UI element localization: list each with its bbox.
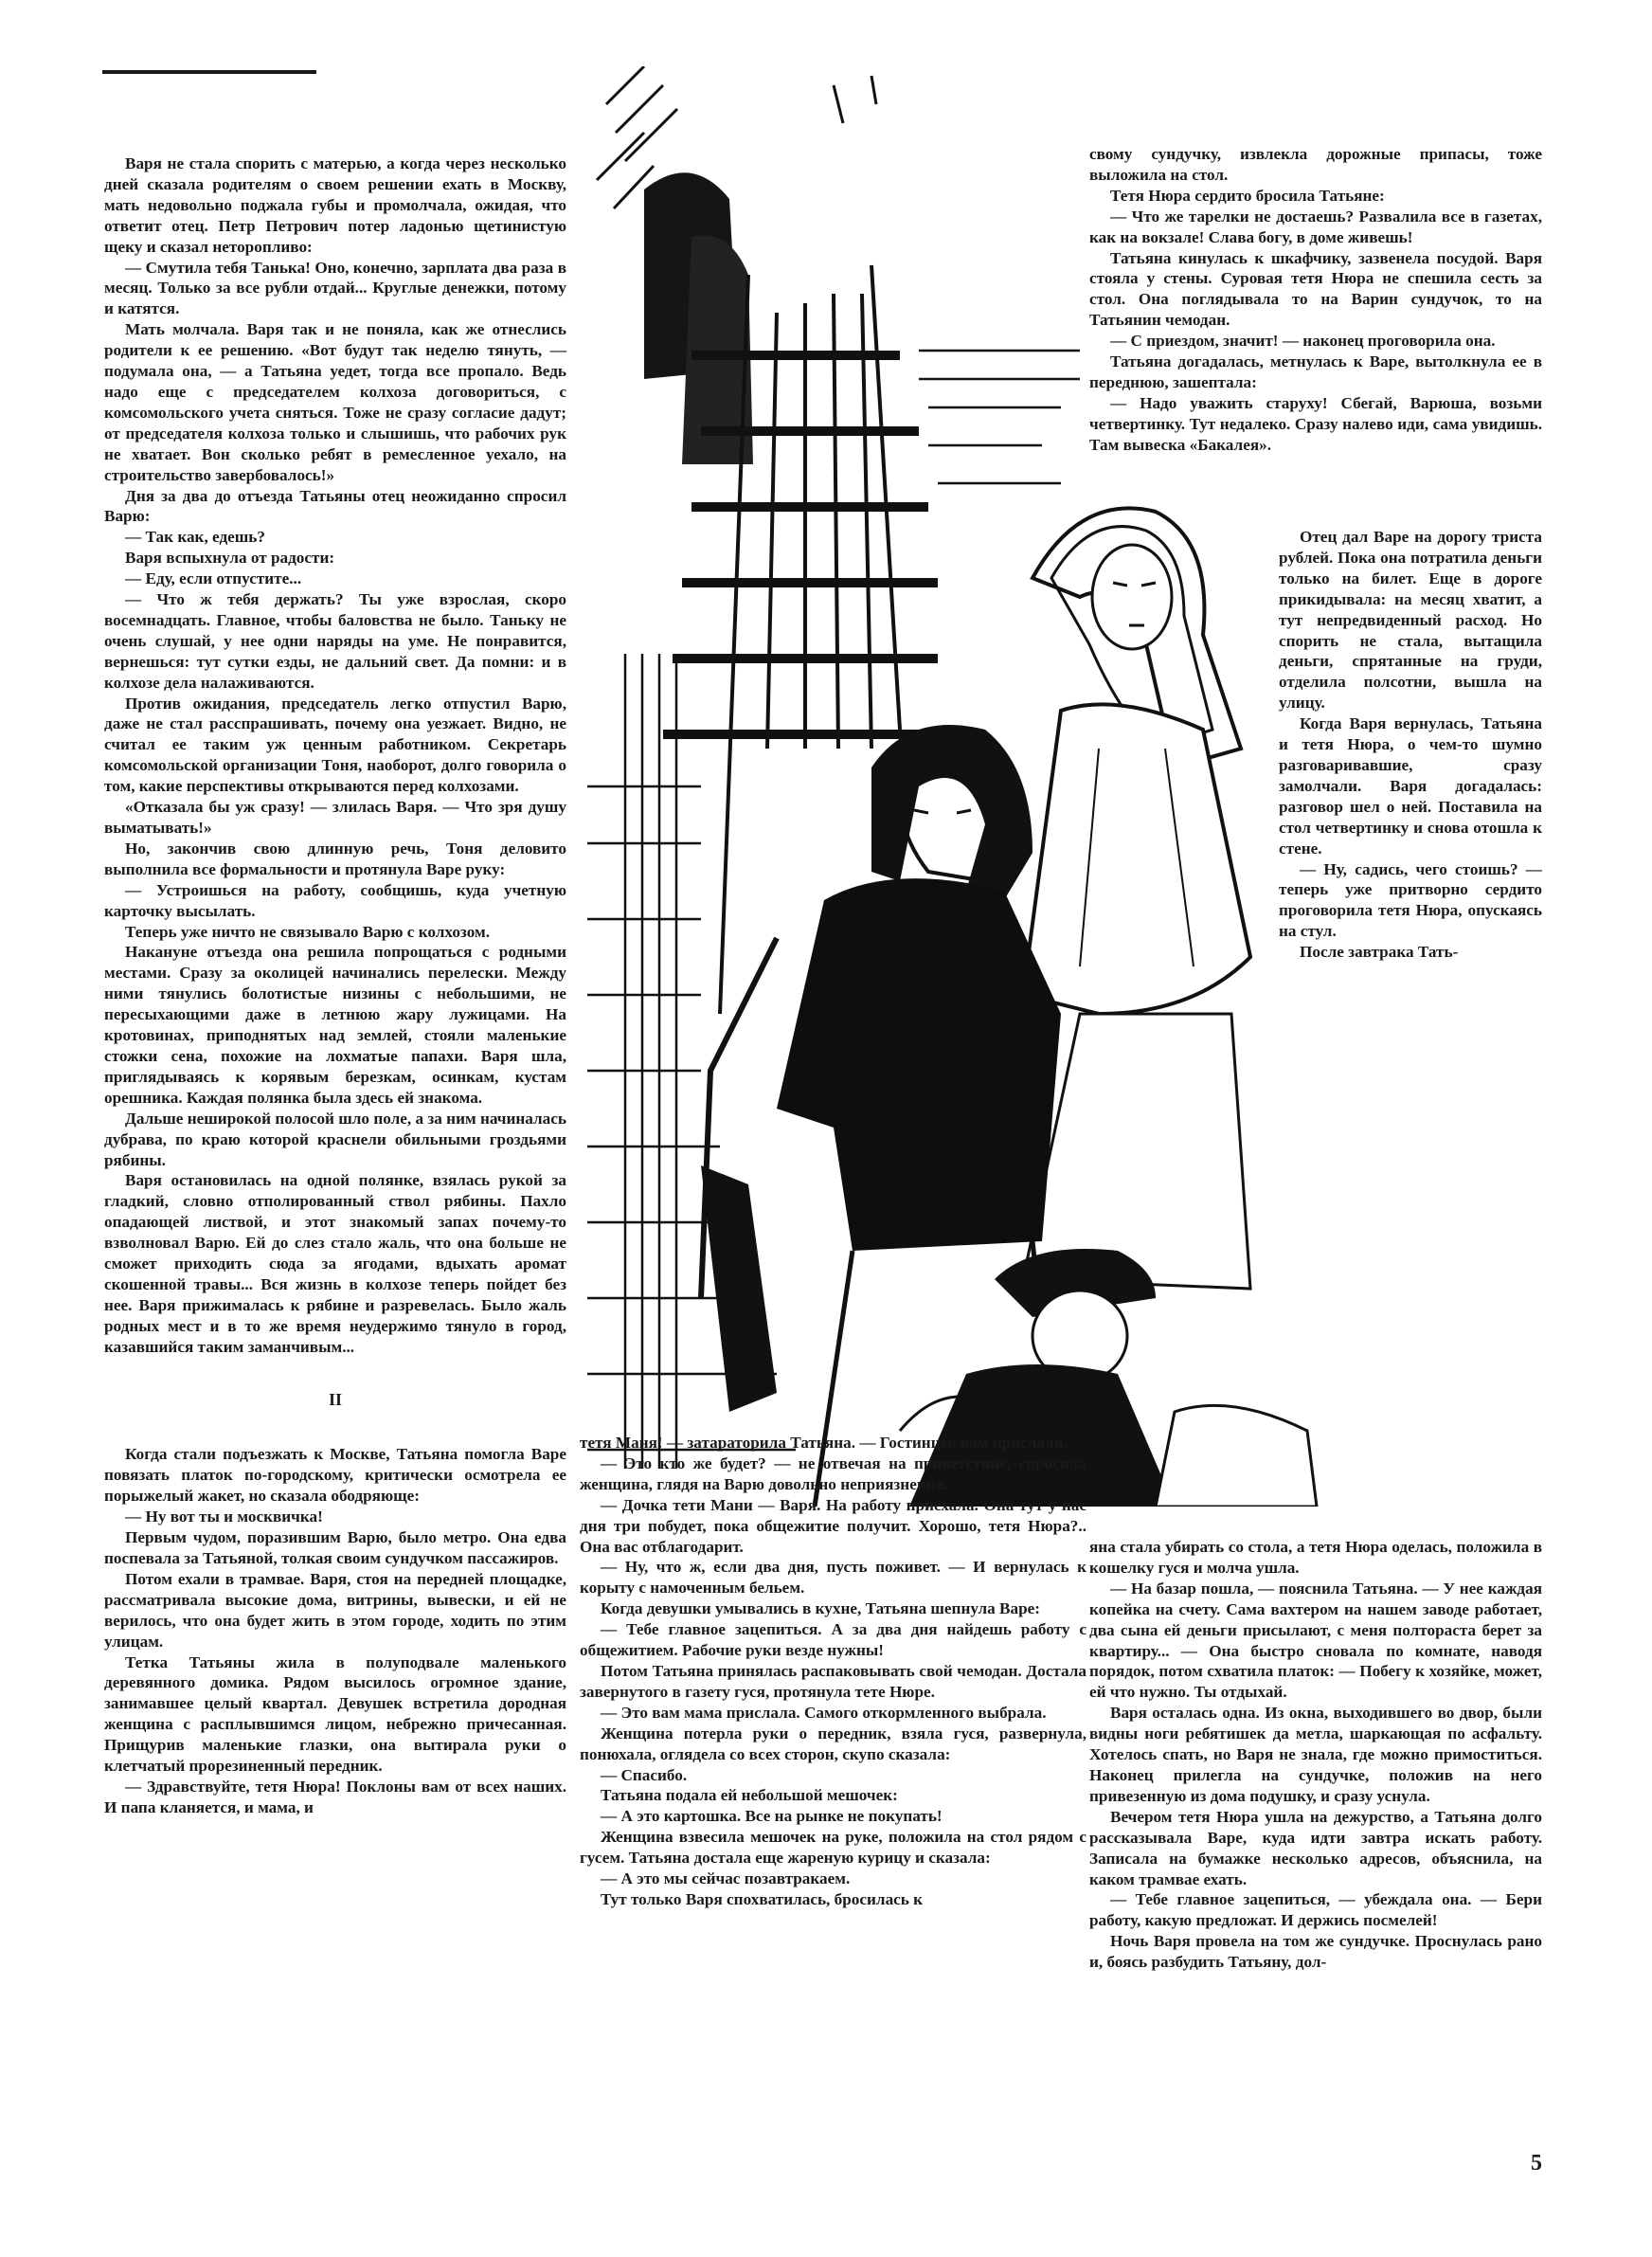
paragraph: Потом Татьяна принялась распаковывать свой чемодан. Достала завернутого в газету гуся, протянула тете Нюре.: [580, 1661, 1086, 1701]
column-right-top: [1089, 144, 1542, 456]
paragraph: Женщина взвесила мешочек на руке, положила на стол рядом с гусем. Татьяна достала еще жареную курицу и сказала:: [580, 1828, 1086, 1868]
paragraph: — Надо уважить старуху! Сбегай, Варюша, возьми четвертинку. Тут недалеко. Сразу налево иди, сама увидишь. Там вывеска «Бакалея».: [1089, 393, 1542, 454]
paragraph: — Так как, едешь?: [125, 528, 265, 547]
paragraph: Татьяна кинулась к шкафчику, зазвенела посудой. Варя стояла у стены. Суровая тетя Нюра не спешила сесть за стол. Она поглядывала то на Варин сундучок, то на Татьянин чемодан.: [1089, 248, 1542, 330]
paragraph: — Ну, садись, чего стоишь? — теперь уже притворно сердито проговорила тетя Нюра, опускаясь на стул.: [1279, 859, 1542, 941]
paragraph: — Это вам мама прислала. Самого откормленного выбрала.: [601, 1703, 1047, 1722]
paragraph: После завтрака Тать-: [1300, 943, 1459, 962]
paragraph: — Это кто же будет? — не отвечая на приветствие, спросила женщина, глядя на Варю довольно неприязненно.: [580, 1454, 1086, 1493]
paragraph: Накануне отъезда она решила попрощаться с родными местами. Сразу за околицей начинались перелески. Между ними тянулись болотистые низины с небольшими, не пересыхающими даже в летнюю жару лужицами. На кротовинах, приподнятых над землей, стояли маленькие стожки сена, похожие на лохматые папахи. Варя шла, приглядываясь к корявым березкам, осинкам, кустам орешника. Каждая полянка была здесь ей знакома.: [104, 943, 566, 1107]
page-number: 5: [1531, 2151, 1542, 2176]
paragraph: Дальше неширокой полосой шло поле, а за ним начиналась дубрава, по краю которой краснели обильными гроздьями рябины.: [104, 1109, 566, 1169]
column-left: [104, 153, 566, 1818]
paragraph: Варя вспыхнула от радости:: [125, 549, 335, 568]
paragraph: Ночь Варя провела на том же сундучке. Проснулась рано и, боясь разбудить Татьяну, дол-: [1089, 1932, 1542, 1972]
column-right-wrap: [1279, 527, 1542, 963]
paragraph: Тетка Татьяны жила в полуподвале маленького деревянного домика. Рядом высилось огромное здание, занимавшее целый квартал. Девушек встретила дородная женщина с расплывшимся лицом, небрежно причесанная. Прищурив маленькие глазки, она вытирала руки о клетчатый прорезиненный передник.: [104, 1652, 566, 1776]
paragraph: — Что же тарелки не достаешь? Развалила все в газетах, как на вокзале! Слава богу, в доме живешь!: [1089, 207, 1542, 246]
paragraph: Варя не стала спорить с матерью, а когда через несколько дней сказала родителям о своем решении ехать в Москву, мать недовольно поджала губы и промолчала, ожидая, что ответит отец. Петр Петрович потер ладонью щетинистую щеку и сказал неторопливо:: [104, 154, 566, 256]
paragraph: Татьяна подала ей небольшой мешочек:: [601, 1786, 898, 1805]
paragraph: тетя Маня! — затараторила Татьяна. — Гостинцев вам прислали.: [580, 1434, 1068, 1452]
paragraph: Когда стали подъезжать к Москве, Татьяна помогла Варе повязать платок по-городскому, критически осмотрела ее порыжелый жакет, но сказала ободряюще:: [104, 1445, 566, 1506]
paragraph: Против ожидания, председатель легко отпустил Варю, даже не стал расспрашивать, почему она уезжает. Видно, не считал ее таким уж ценным работником. Секретарь комсомольской организации Тоня, наоборот, долго говорила о том, какие перспективы открываются перед колхозами.: [104, 694, 566, 796]
paragraph: Но, закончив свою длинную речь, Тоня деловито выполнила все формальности и протянула Варе руку:: [104, 839, 566, 878]
paragraph: Тетя Нюра сердито бросила Татьяне:: [1110, 186, 1385, 205]
paragraph: — Еду, если отпустите...: [125, 569, 302, 588]
paragraph: Мать молчала. Варя так и не поняла, как же отнеслись родители к ее решению. «Вот будут так неделю тянуть, — подумала она, — а Татьяна уедет, тогда все пропало. Ведь надо еще с председателем колхоза договориться, с комсомольского учета сняться. Тоже не сразу согласие дадут; от председателя колхоза только и слышишь, что рабочих рук не хватает. Вон сколько ребят в ремесленное уехало, на строительство завербовалось!»: [104, 320, 566, 484]
column-right-bottom: [1089, 1537, 1542, 1973]
paragraph: Первым чудом, поразившим Варю, было метро. Она едва поспевала за Татьяной, толкая своим сундучком пассажиров.: [104, 1528, 566, 1567]
paragraph: Варя осталась одна. Из окна, выходившего во двор, были видны ноги ребятишек да метла, шаркающая по асфальту. Хотелось спать, но Варя не знала, где можно примоститься. Наконец прилегла на сундучке, положив на него привезенную из дома подушку, и сразу уснула.: [1089, 1704, 1542, 1805]
paragraph: — Здравствуйте, тетя Нюра! Поклоны вам от всех наших. И папа кланяется, и мама, и: [104, 1777, 566, 1816]
paragraph: — Спасибо.: [601, 1765, 688, 1784]
paragraph: — Устроишься на работу, сообщишь, куда учетную карточку высылать.: [104, 880, 566, 920]
paragraph: яна стала убирать со стола, а тетя Нюра оделась, положила в кошелку гуся и молча ушла.: [1089, 1538, 1542, 1577]
paragraph: — Ну вот ты и москвичка!: [125, 1508, 323, 1526]
paragraph: «Отказала бы уж сразу! — злилась Варя. — Что зря душу выматывать!»: [104, 798, 566, 837]
paragraph: — Тебе главное зацепиться. А за два дня найдешь работу с общежитием. Рабочие руки везде нужны!: [580, 1620, 1086, 1660]
paragraph: — Что ж тебя держать? Ты уже взрослая, скоро восемнадцать. Главное, чтобы баловства не было. Таньку не очень слушай, у нее одни наряды на уме. Не понравится, вернешься: тут сутки езды, не дальний свет. Да помни: и в колхозе дела налаживаются.: [104, 590, 566, 692]
paragraph: — Смутила тебя Танька! Оно, конечно, зарплата два раза в месяц. Только за все рубли отдай... Круглые денежки, потому и катятся.: [104, 258, 566, 318]
paragraph: — Дочка тети Мани — Варя. На работу приехала. Она тут у нас дня три побудет, пока общежитие получит. Хорошо, тетя Нюра?.. Она вас отблагодарит.: [580, 1495, 1086, 1556]
paragraph: — Тебе главное зацепиться, — убеждала она. — Бери работу, какую предложат. И держись посмелей!: [1089, 1890, 1542, 1930]
paragraph: свому сундучку, извлекла дорожные припасы, тоже выложила на стол.: [1089, 145, 1542, 184]
paragraph: — А это мы сейчас позавтракаем.: [601, 1869, 851, 1888]
paragraph: — С приездом, значит! — наконец проговорила она.: [1110, 332, 1496, 351]
paragraph: Тут только Варя спохватилась, бросилась к: [601, 1889, 924, 1908]
paragraph: Отец дал Варе на дорогу триста рублей. Пока она потратила деньги только на билет. Еще в дороге прикидывала: на месяц хватит, а тут непредвиденный расход. Но спорить не стала, вытащила деньги, спрятанные на груди, отделила полсотни, вышла на улицу.: [1279, 528, 1542, 713]
section-heading: II: [328, 1389, 342, 1409]
paragraph: Теперь уже ничто не связывало Варю с колхозом.: [125, 922, 491, 941]
paragraph: Женщина потерла руки о передник, взяла гуся, развернула, понюхала, оглядела со всех сторон, скупо сказала:: [580, 1724, 1086, 1763]
column-middle-bottom: [580, 1433, 1086, 1910]
paragraph: Когда Варя вернулась, Татьяна и тетя Нюра, о чем-то шумно разговаривавшие, сразу замолчали. Варя догадалась: разговор шел о ней. Поставила на стол четвертинку и снова отошла к стене.: [1279, 714, 1542, 858]
paragraph: Дня за два до отъезда Татьяны отец неожиданно спросил Варю:: [104, 486, 566, 526]
paragraph: Потом ехали в трамвае. Варя, стоя на передней площадке, рассматривала высокие дома, витрины, вывески, и ей не верилось, что она будет жить в этом городе, ходить по этим улицам.: [104, 1569, 566, 1651]
paragraph: — На базар пошла, — пояснила Татьяна. — У нее каждая копейка на счету. Сама вахтером на нашем заводе работает, два сына ей деньги присылают, с меня полтораста берет за квартиру... — Она быстро сновала по комнате, наводя порядок, потом схватила платок: — Побегу к хозяйке, может, ей что нужно. Ты отдыхай.: [1089, 1579, 1542, 1702]
paragraph: Татьяна догадалась, метнулась к Варе, вытолкнула ее в переднюю, зашептала:: [1089, 352, 1542, 391]
paragraph: Варя остановилась на одной полянке, взялась рукой за гладкий, словно отполированный ствол рябины. Пахло опадающей листвой, и этот знакомый запах почему-то взволновал Варю. Ей до слез стало жаль, что она больше не сможет приходить сюда за ягодами, вдыхать аромат скошенной травы... Вся жизнь в колхозе теперь пойдет без нее. Варя прижималась к рябине и разревелась. Было жаль родных мест и в то же время неудержимо тянуло в город, казавшийся таким заманчивым...: [104, 1171, 566, 1356]
paragraph: — Ну, что ж, если два дня, пусть поживет. — И вернулась к корыту с намоченным бельем.: [580, 1558, 1086, 1598]
paragraph: Вечером тетя Нюра ушла на дежурство, а Татьяна долго рассказывала Варе, куда идти завтра искать работу. Записала на бумажке несколько адресов, объяснила, на каком трамвае ехать.: [1089, 1807, 1542, 1888]
paragraph: — А это картошка. Все на рынке не покупать!: [601, 1807, 943, 1826]
header-rule: [102, 70, 316, 74]
paragraph: Когда девушки умывались в кухне, Татьяна шепнула Варе:: [601, 1599, 1041, 1618]
